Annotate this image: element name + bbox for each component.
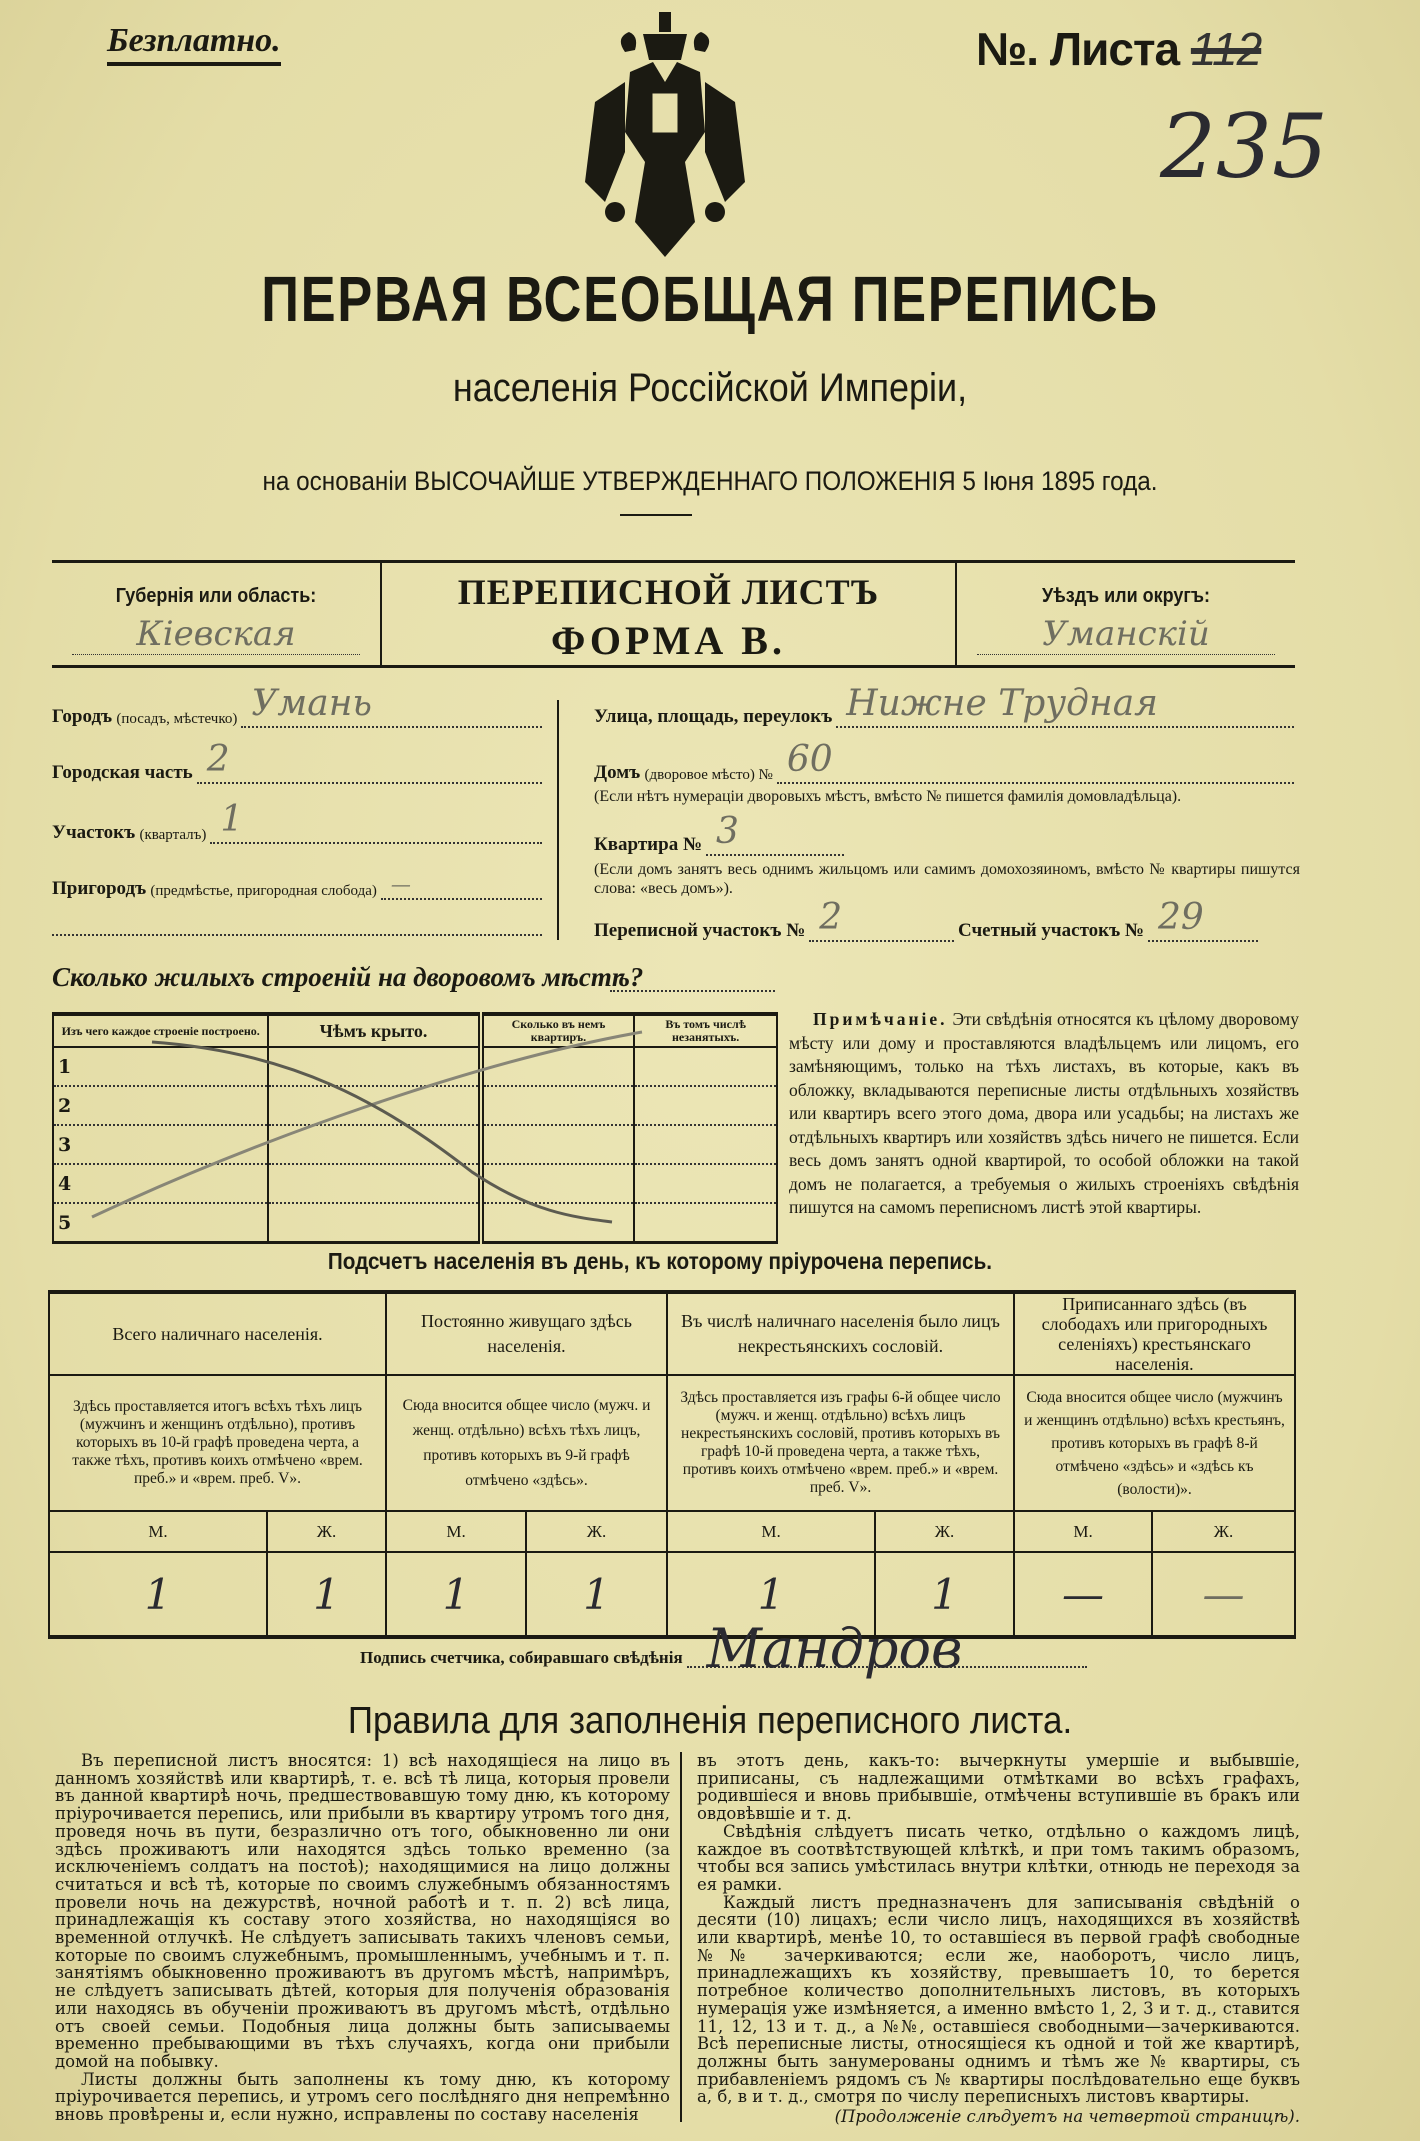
district-row xyxy=(52,739,542,784)
house-field[interactable] xyxy=(777,739,1294,784)
city-field[interactable] xyxy=(241,683,542,728)
note-text: Эти свѣдѣнія относятся къ цѣлому дворовому мѣсту или дому и проставляются владѣльцемъ или лицомъ, его замѣняющимъ, только на тѣхъ листахъ, въ которые, какъ въ обложку, вкладываются переписные листы отдѣльныхъ хозяйствъ или квартиръ всего этого дома, двора или усадьбы; на листахъ же отдѣльныхъ квартиръ или хозяйствъ здѣсь ничего не пишется. Если весь домъ занятъ одной квартирой, то особой обложки на такой домъ не полагается, а требуемыя о жилыхъ строеніяхъ свѣдѣнія пишутся на самомъ переписномъ листѣ этой квартиры. xyxy=(789,1009,1300,1217)
suburb-value: — xyxy=(390,872,411,896)
table-cell[interactable] xyxy=(481,1203,635,1243)
note-title: Примѣчаніе. xyxy=(813,1009,948,1029)
group-title: Всего наличнаго населенія. xyxy=(49,1292,386,1375)
sheet-number xyxy=(976,22,1261,76)
vertical-divider xyxy=(557,700,559,940)
street-value: Нижне Трудная xyxy=(846,683,1159,724)
signature-row xyxy=(360,1617,1087,1680)
table-cell[interactable] xyxy=(268,1047,480,1086)
group-title: Въ числѣ наличнаго населенія было лицъ некрестьянскихъ сословій. xyxy=(667,1292,1014,1375)
buildings-question: Сколько жилыхъ строеній на дворовомъ мѣстѣ? xyxy=(52,962,644,992)
suburb-row xyxy=(52,862,542,900)
group-description: Сюда вносится общее число (мужчинъ и женщинъ отдѣльно) всѣхъ крестьянъ, противъ которыхъ въ графѣ 8-й отмѣчено «здѣсь» и «здѣсь къ (волости)». xyxy=(1014,1375,1295,1511)
uezd-field[interactable]: Уманскій xyxy=(977,614,1275,655)
table-cell[interactable] xyxy=(268,1086,480,1125)
sheet-number-handwritten: 235 xyxy=(1160,95,1328,198)
table-row xyxy=(53,1203,777,1243)
male-header: М. xyxy=(667,1511,875,1552)
table-cell[interactable] xyxy=(268,1203,480,1243)
row-number: 3 xyxy=(53,1125,268,1164)
gubernia-label: Губернія или область: xyxy=(115,585,317,607)
group-description: Сюда вносится общее число (мужч. и женщ. отдѣльно) всѣхъ тѣхъ лицъ, противъ которыхъ въ 9-й графѣ отмѣчено «здѣсь». xyxy=(386,1375,667,1511)
male-count-field[interactable]: 1 xyxy=(49,1552,267,1637)
buildings-note xyxy=(789,1008,1299,1220)
row-number: 2 xyxy=(53,1086,268,1125)
double-headed-eagle-icon xyxy=(585,12,745,262)
city-label: Городъ xyxy=(52,706,113,727)
rules-paragraph: Каждый листъ предназначенъ для записыванія свѣдѣній о десяти (10) лицахъ; если число лицъ, находящихся въ хозяйствѣ или квартирѣ, менѣе 10, то оставшіеся въ первой графѣ свободные №№ зачеркиваются; если же, наоборотъ, число лицъ, принадлежащихъ къ хозяйству, превышаетъ 10, то берется потребное количество дополнительныхъ листовъ, въ которыхъ нумерація уже измѣняется, а именно вмѣсто 1, 2, 3 и т. д., ставится 11, 12, 13 и т. д., а №№, оставшіеся свободными—зачеркиваются. Всѣ переписные листы, относящіеся къ одной и той же квартирѣ, должны быть занумерованы однимъ и тѣмъ же № квартиры, съ прибавленіемъ рядомъ съ № квартиры послѣдовательно еще буквъ а, б, в и т. д., смотря по числу переписныхъ листовъ квартиры. xyxy=(697,1892,1300,2107)
sex-header-row xyxy=(49,1511,1295,1552)
population-caption: Подсчетъ населенія въ день, къ которому пріурочена перепись. xyxy=(327,1248,993,1274)
city-value: Умань xyxy=(251,683,373,724)
signature: Мандров xyxy=(706,1617,963,1680)
count-precinct-row xyxy=(958,897,1258,942)
table-row xyxy=(53,1164,777,1203)
group-description-row xyxy=(49,1375,1295,1511)
sheet-number-crossed: 112 xyxy=(1190,23,1262,75)
divider xyxy=(620,514,692,516)
male-count-field[interactable]: 1 xyxy=(667,1552,875,1637)
group-header-row xyxy=(49,1292,1295,1375)
rules-left-column xyxy=(55,1752,670,2124)
rules-title: Правила для заполненія переписного листа. xyxy=(347,1700,1073,1742)
form-type: ФОРМА В. xyxy=(551,618,786,663)
values-row xyxy=(49,1552,1295,1637)
suburb-hint: (предмѣстье, пригородная слобода) xyxy=(150,883,377,899)
table-cell[interactable] xyxy=(634,1086,777,1125)
male-header: М. xyxy=(1014,1511,1152,1552)
column-header: Въ томъ числѣ незанятыхъ. xyxy=(634,1014,777,1047)
street-field[interactable] xyxy=(836,683,1294,728)
house-label: Домъ xyxy=(594,762,641,783)
document-title: ПЕРВАЯ ВСЕОБЩАЯ ПЕРЕПИСЬ xyxy=(261,263,1159,335)
table-cell[interactable] xyxy=(634,1125,777,1164)
apartment-row xyxy=(594,811,844,856)
column-header: Изъ чего каждое строеніе построено. xyxy=(53,1014,268,1047)
continuation-note: (Продолженіе слѣдуетъ на четвертой страницѣ). xyxy=(834,2107,1300,2127)
female-count-field[interactable]: 1 xyxy=(267,1552,386,1637)
rules-paragraph: Свѣдѣнія слѣдуетъ писать четко, отдѣльно о каждомъ лицѣ, каждое въ соотвѣтствующей клѣткѣ, и при томъ такимъ образомъ, чтобы вся запись умѣстилась внутри клѣтки, отнюдь не переходя за ея рамки. xyxy=(697,1821,1300,1894)
female-count-field[interactable]: 1 xyxy=(526,1552,667,1637)
table-cell[interactable] xyxy=(481,1086,635,1125)
table-cell[interactable] xyxy=(268,1164,480,1203)
table-cell[interactable] xyxy=(481,1164,635,1203)
buildings-table xyxy=(52,1012,778,1244)
table-cell[interactable] xyxy=(268,1125,480,1164)
female-header: Ж. xyxy=(526,1511,667,1552)
form-title-box xyxy=(382,560,955,668)
apartment-label: Квартира № xyxy=(594,834,703,855)
male-count-field[interactable]: 1 xyxy=(386,1552,526,1637)
table-cell[interactable] xyxy=(481,1125,635,1164)
house-hint: (дворовое мѣсто) № xyxy=(644,767,773,783)
signature-field[interactable] xyxy=(687,1617,1087,1680)
precinct-hint: (кварталъ) xyxy=(139,827,207,843)
rules-paragraph: въ этотъ день, какъ-то: вычеркнуты умершіе и выбывшіе, приписаны, съ надлежащими отмѣтками во всѣхъ графахъ, родившіеся и вновь прибывшіе, отмѣчены вступившіе въ бракъ или овдовѣвшіе и т. д. xyxy=(697,1751,1300,1824)
table-cell[interactable] xyxy=(634,1203,777,1243)
column-header: Чѣмъ крыто. xyxy=(268,1014,480,1047)
female-count-field[interactable]: — xyxy=(1152,1552,1295,1637)
rules-paragraph: Листы должны быть заполнены къ тому дню, къ которому пріурочивается перепись, и утромъ сего послѣдняго дня непремѣнно вновь провѣрены и, если нужно, исправлены по составу населенія xyxy=(55,2069,670,2125)
female-count-field[interactable]: 1 xyxy=(875,1552,1014,1637)
district-value: 2 xyxy=(206,739,230,780)
census-precinct-row xyxy=(594,897,954,942)
rules-right-column xyxy=(697,1752,1300,2126)
apartment-value: 3 xyxy=(716,811,739,852)
uezd-box xyxy=(955,560,1295,668)
group-description: Здѣсь проставляется итогъ всѣхъ тѣхъ лицъ (мужчинъ и женщинъ отдѣльно), противъ которыхъ въ 10-й графѣ проведена черта, а также тѣхъ, противъ коихъ отмѣчено «врем. преб.» и «врем. преб. V». xyxy=(49,1375,386,1511)
sheet-number-label: №. Листа xyxy=(976,23,1180,75)
female-header: Ж. xyxy=(875,1511,1014,1552)
table-row xyxy=(53,1086,777,1125)
house-row xyxy=(594,739,1294,784)
free-of-charge-label: Безплатно. xyxy=(107,22,281,66)
precinct-field[interactable] xyxy=(210,799,542,844)
census-precinct-label: Переписной участокъ № xyxy=(594,920,806,941)
census-precinct-field[interactable] xyxy=(809,897,954,942)
apartment-note: (Если домъ занятъ весь однимъ жильцомъ или самимъ домохозяиномъ, вмѣсто № квартиры пишутся слова: «весь домъ»). xyxy=(594,861,1300,897)
male-count-field[interactable]: — xyxy=(1014,1552,1152,1637)
census-precinct-value: 2 xyxy=(819,897,843,938)
city-row xyxy=(52,683,542,728)
table-row xyxy=(53,1047,777,1086)
precinct-value: 1 xyxy=(220,799,244,840)
gubernia-box xyxy=(52,560,382,668)
house-note: (Если нѣтъ нумераціи дворовыхъ мѣстъ, вмѣсто № пишется фамилія домовладѣльца). xyxy=(594,788,1182,805)
table-cell[interactable] xyxy=(481,1047,635,1086)
apartment-field[interactable] xyxy=(706,811,844,856)
population-table xyxy=(48,1290,1296,1639)
legal-basis: на основаніи ВЫСОЧАЙШЕ УТВЕРЖДЕННАГО ПОЛОЖЕНІЯ 5 Іюня 1895 года. xyxy=(262,466,1158,496)
male-header: М. xyxy=(386,1511,526,1552)
street-row xyxy=(594,683,1294,728)
document-subtitle: населенія Россійской Имперіи, xyxy=(452,366,968,410)
house-value: 60 xyxy=(786,739,833,780)
count-precinct-label: Счетный участокъ № xyxy=(958,920,1145,941)
group-title: Приписаннаго здѣсь (въ слободахъ или пригородныхъ селеніяхъ) крестьянскаго населенія. xyxy=(1014,1292,1295,1375)
female-header: Ж. xyxy=(267,1511,386,1552)
column-header: Сколько въ немъ квартиръ. xyxy=(481,1014,635,1047)
column-divider xyxy=(680,1752,682,2122)
gubernia-field[interactable]: Кіевская xyxy=(72,614,360,655)
district-field[interactable] xyxy=(197,739,542,784)
group-description: Здѣсь проставляется изъ графы 6-й общее число (мужч. и женщ. отдѣльно) всѣхъ лицъ некрестьянскихъ сословій, противъ которыхъ въ графѣ 10-й проведена черта, а также тѣхъ, противъ коихъ отмѣчено «врем. преб.» и «врем. преб. V». xyxy=(667,1375,1014,1511)
row-number: 1 xyxy=(53,1047,268,1086)
count-precinct-field[interactable] xyxy=(1148,897,1258,942)
precinct-row xyxy=(52,799,542,844)
precinct-label: Участокъ xyxy=(52,822,136,843)
suburb-label: Пригородъ xyxy=(52,878,147,899)
table-header-row xyxy=(53,1014,777,1047)
table-cell[interactable] xyxy=(634,1164,777,1203)
rules-paragraph: Въ переписной листъ вносятся: 1) всѣ находящіеся на лицо въ данномъ хозяйствѣ или квартирѣ, т. е. всѣ тѣ лица, которыя провели въ данной квартирѣ ночь, предшествовавшую тому дню, къ которому пріурочивается перепись, или прибыли въ квартиру утромъ того дня, проведя ночь въ пути, безразлично отъ того, обыкновенно ли они здѣсь проживаютъ или находятся здѣсь только временно (за исключеніемъ солдатъ на постоѣ); находящимися на лицо должны считаться и всѣ тѣ, которые по своимъ служебнымъ обязанностямъ провели ночь на дежурствѣ, ночной работѣ и т. п. 2) всѣ лица, принадлежащія къ составу этого хозяйства, но находящіяся во временной отлучкѣ. Не слѣдуетъ записывать такихъ членовъ семьи, которые по своимъ служебнымъ, промышленнымъ, учебнымъ и т. п. занятіямъ обыкновенно проживаютъ въ другомъ мѣстѣ, напримѣръ, не слѣдуетъ записывать дѣтей, которыя для полученія образованія или находясь въ обученіи проживаютъ въ другомъ мѣстѣ, отдѣльно отъ своей семьи. Подобныя лица должны быть записываемы временно пребывающими въ тѣхъ случаяхъ, когда они прибыли домой на побывку. xyxy=(55,1751,670,2071)
row-number: 5 xyxy=(53,1203,268,1243)
suburb-field-extra-line[interactable] xyxy=(52,934,542,936)
district-label: Городская часть xyxy=(52,762,193,783)
table-cell[interactable] xyxy=(634,1047,777,1086)
street-label: Улица, площадь, переулокъ xyxy=(594,706,833,727)
row-number: 4 xyxy=(53,1164,268,1203)
city-hint: (посадъ, мѣстечко) xyxy=(116,711,238,727)
buildings-answer-field[interactable] xyxy=(610,990,775,992)
table-row xyxy=(53,1125,777,1164)
male-header: М. xyxy=(49,1511,267,1552)
suburb-field[interactable] xyxy=(381,862,542,900)
count-precinct-value: 29 xyxy=(1158,897,1204,938)
female-header: Ж. xyxy=(1152,1511,1295,1552)
uezd-label: Уѣздъ или округъ: xyxy=(1041,585,1211,607)
form-name: ПЕРЕПИСНОЙ ЛИСТЪ xyxy=(457,572,880,612)
signature-label: Подпись счетчика, собиравшаго свѣдѣнія xyxy=(360,1648,683,1667)
group-title: Постоянно живущаго здѣсь населенія. xyxy=(386,1292,667,1375)
